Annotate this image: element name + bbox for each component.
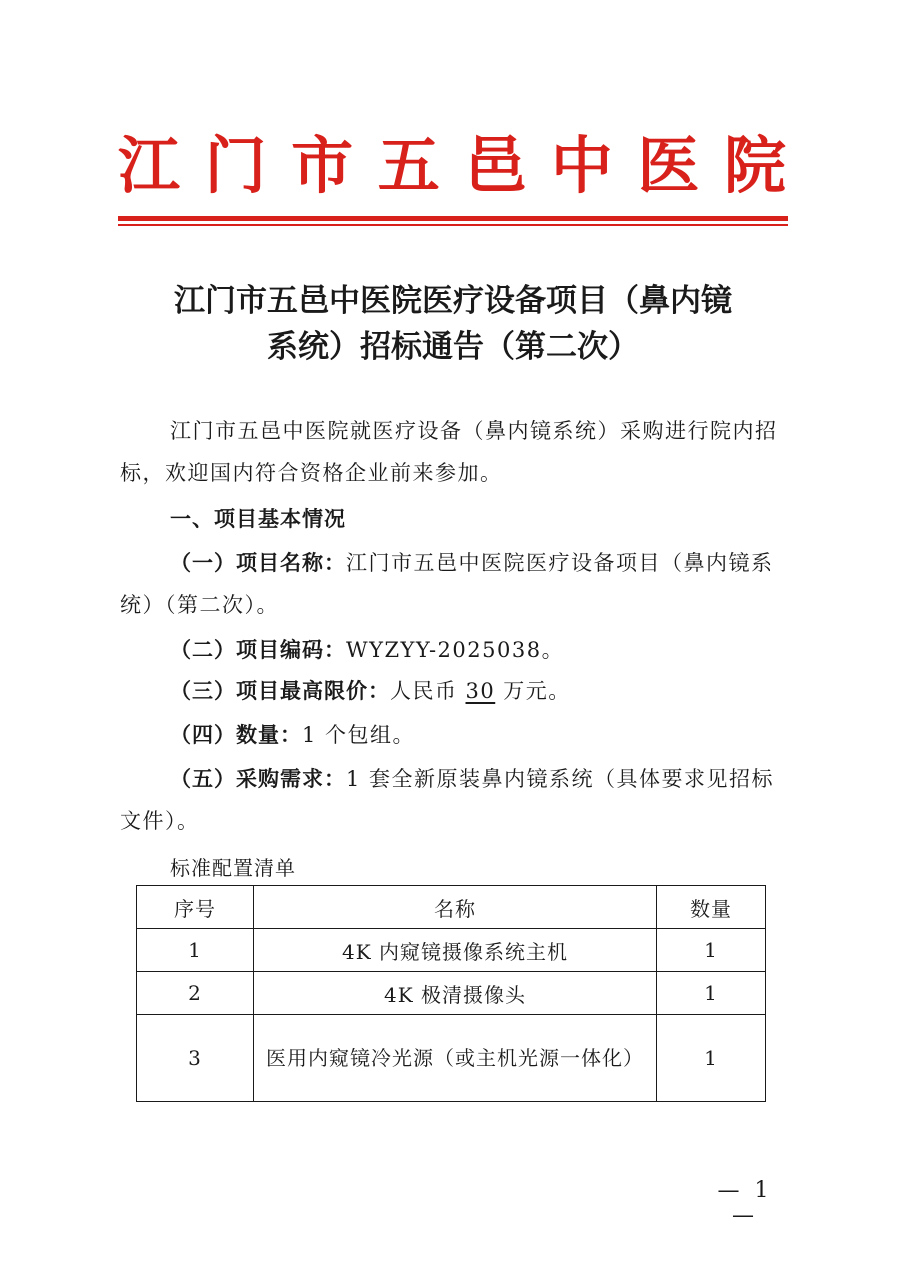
item-quantity bbox=[120, 714, 786, 756]
item-text: 江门市五邑中医院医疗设备项目（鼻内镜系统）（第二次）。 bbox=[120, 551, 774, 617]
table-cell: 4K 内窥镜摄像系统主机 bbox=[254, 929, 657, 972]
page-number: — 1 — bbox=[717, 1178, 773, 1228]
table-row bbox=[137, 1015, 766, 1102]
table-row bbox=[137, 929, 766, 972]
table-cell: 1 bbox=[657, 1015, 766, 1102]
item-text: 1 个包组。 bbox=[302, 723, 416, 747]
table-cell: 医用内窥镜冷光源（或主机光源一体化） bbox=[254, 1015, 657, 1102]
table-cell: 3 bbox=[137, 1015, 254, 1102]
item-label: （三）项目最高限价： bbox=[170, 679, 390, 703]
item-project-code bbox=[120, 629, 786, 671]
item-label: （二）项目编码： bbox=[170, 638, 346, 662]
intro-paragraph: 江门市五邑中医院就医疗设备（鼻内镜系统）采购进行院内招标，欢迎国内符合资格企业前来参加。 bbox=[120, 419, 778, 485]
title-line-1: 江门市五邑中医院医疗设备项目（鼻内镜 bbox=[174, 283, 732, 319]
table-caption: 标准配置清单 bbox=[170, 856, 296, 880]
masthead-char: 邑 bbox=[464, 129, 527, 202]
masthead-char: 医 bbox=[637, 129, 700, 202]
item-label: （五）采购需求： bbox=[170, 767, 346, 791]
masthead-title bbox=[118, 128, 786, 204]
masthead-char: 市 bbox=[291, 129, 354, 202]
masthead-rule-thick bbox=[118, 216, 788, 221]
table-header-row bbox=[137, 886, 766, 929]
item-requirements bbox=[120, 758, 786, 842]
masthead-char: 门 bbox=[204, 129, 267, 202]
masthead-char: 院 bbox=[723, 129, 786, 202]
item-project-name bbox=[120, 542, 786, 626]
document-title bbox=[100, 278, 806, 370]
item-text-pre: 人民币 bbox=[390, 679, 458, 703]
header-cell: 名称 bbox=[254, 886, 657, 929]
item-text: 1 套全新原装鼻内镜系统（具体要求见招标文件）。 bbox=[120, 767, 775, 833]
item-text-post: 万元。 bbox=[503, 679, 571, 703]
masthead-rule-thin bbox=[118, 224, 788, 226]
table-cell: 4K 极清摄像头 bbox=[254, 972, 657, 1015]
masthead-char: 江 bbox=[118, 129, 181, 202]
section-heading: 一、项目基本情况 bbox=[170, 507, 346, 531]
table-cell: 1 bbox=[137, 929, 254, 972]
table-cell: 1 bbox=[657, 929, 766, 972]
title-line-2: 系统）招标通告（第二次） bbox=[267, 329, 639, 365]
item-max-price bbox=[120, 670, 786, 712]
item-label: （一）项目名称： bbox=[170, 551, 346, 575]
table-cell: 1 bbox=[657, 972, 766, 1015]
config-table bbox=[136, 885, 766, 1102]
table-cell: 2 bbox=[137, 972, 254, 1015]
price-value: 30 bbox=[465, 679, 496, 703]
item-label: （四）数量： bbox=[170, 723, 302, 747]
masthead-char: 中 bbox=[550, 129, 613, 202]
header-cell: 数量 bbox=[657, 886, 766, 929]
masthead-char: 五 bbox=[377, 129, 440, 202]
header-cell: 序号 bbox=[137, 886, 254, 929]
item-text: WYZYY-2025038。 bbox=[346, 638, 565, 662]
table-row bbox=[137, 972, 766, 1015]
